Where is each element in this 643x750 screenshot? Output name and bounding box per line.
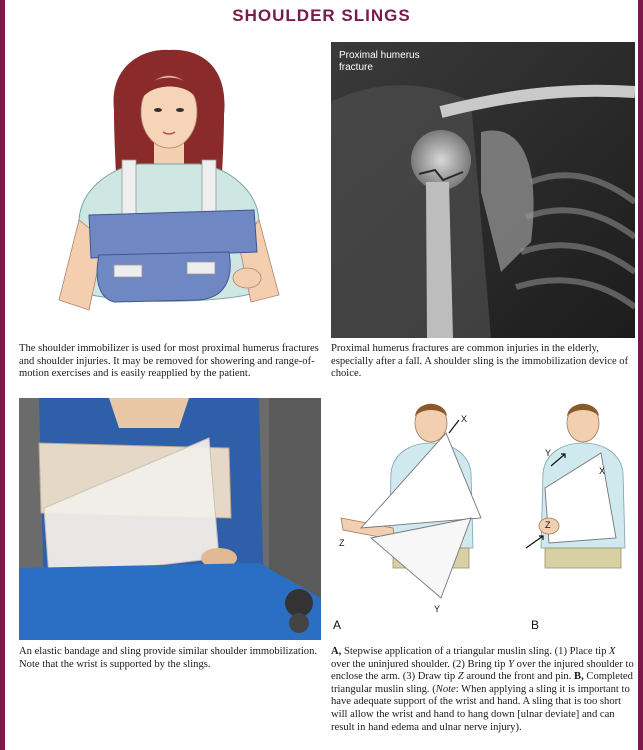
xray-label-line1: Proximal humerus bbox=[339, 50, 420, 61]
bandage-photo bbox=[19, 398, 321, 640]
caption-note: Note bbox=[435, 683, 456, 695]
triangular-sling-illustration bbox=[331, 398, 635, 640]
caption-b-label: B, bbox=[574, 671, 584, 683]
fig-b-point-x: X bbox=[599, 466, 606, 476]
immobilizer-caption: The shoulder immobilizer is used for most proximal humerus fractures and shoulder injuries. It may be removed for showering and range-of-motion exercises and is easily reapplied by the patient. bbox=[19, 343, 319, 380]
fig-b-point-z: Z bbox=[545, 520, 551, 530]
fig-a-point-y: Y bbox=[434, 604, 441, 614]
caption-tip-y: Y bbox=[508, 658, 515, 670]
caption-a-text3: over the injured shoulder to enclose the arm. (3) Draw tip bbox=[331, 658, 634, 683]
figure-letter-b: B bbox=[531, 618, 540, 632]
caption-b-text1: Completed triangular muslin sling. ( bbox=[331, 671, 633, 695]
fig-b-point-y: Y bbox=[545, 448, 552, 458]
page-title: SHOULDER SLINGS bbox=[232, 6, 411, 25]
caption-tip-z: Z bbox=[457, 671, 464, 683]
caption-a-text4: around the front and pin. bbox=[463, 671, 575, 683]
triangular-sling-caption bbox=[331, 646, 635, 734]
figure-letter-a: A bbox=[333, 618, 342, 632]
caption-tip-x: X bbox=[609, 646, 616, 657]
fig-a-point-x: X bbox=[461, 414, 468, 424]
xray-image bbox=[331, 42, 635, 338]
fig-a-point-z: Z bbox=[339, 538, 345, 548]
caption-b-text2: : When applying a sling it is important to have adequate support of the wrist and hand. A sling that is too short will allow the wrist and hand to hang down [ulnar deviate] and can result in hand edema and ulnar nerve injury). bbox=[331, 683, 630, 733]
caption-a-text1: Stepwise application of a triangular muslin sling. (1) Place tip bbox=[341, 646, 610, 657]
xray-label-line2: fracture bbox=[339, 62, 373, 73]
immobilizer-illustration bbox=[19, 40, 319, 338]
caption-a-label: A, bbox=[331, 646, 342, 657]
bandage-caption: An elastic bandage and sling provide similar shoulder immobilization. Note that the wrist is supported by the slings. bbox=[19, 646, 318, 670]
caption-a-text2: over the uninjured shoulder. (2) Bring tip bbox=[331, 658, 509, 670]
xray-caption: Proximal humerus fractures are common injuries in the elderly, especially after a fall. A shoulder sling is the immobilization device of choice. bbox=[331, 343, 629, 380]
